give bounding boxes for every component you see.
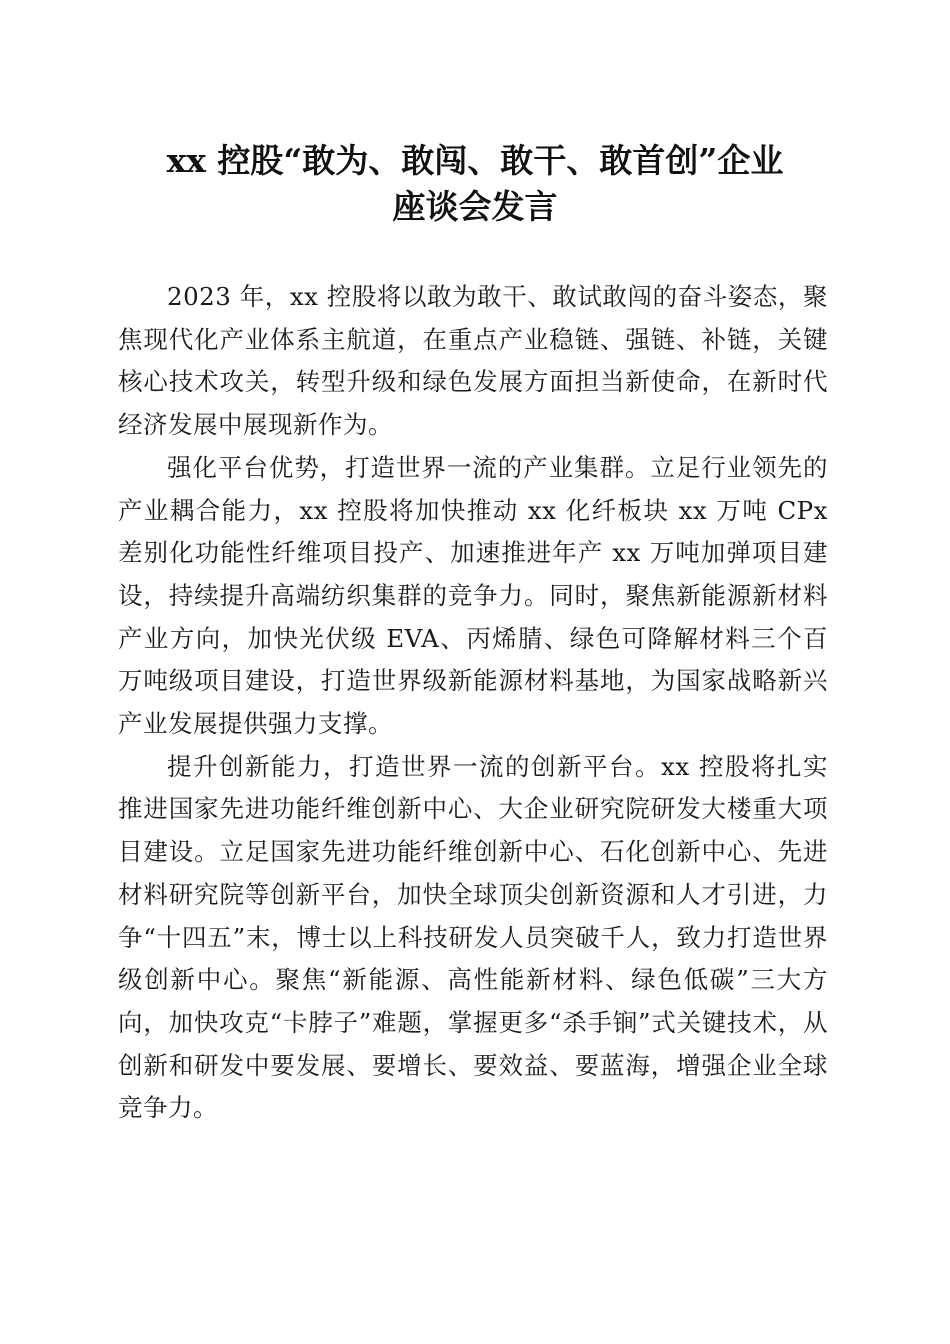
document-title-line-1: xx 控股“敢为、敢闯、敢干、敢首创”企业	[166, 141, 784, 180]
paragraph-innovation-platform: 提升创新能力，打造世界一流的创新平台。xx 控股将扎实推进国家先进功能纤维创新中心、大企业研究院研发大楼重大项目建设。立足国家先进功能纤维创新中心、石化创新中心、先进材料研究院等创新平台，加快全球顶尖创新资源和人才引进，力争“十四五”末，博士以上科技研发人员突破千人，致力打造世界级创新中心。聚焦“新能源、高性能新材料、绿色低碳”三大方向，加快攻克“卡脖子”难题，掌握更多“杀手锏”式关键技术，从创新和研发中要发展、要增长、要效益、要蓝海，增强企业全球竞争力。	[118, 751, 828, 1123]
document-body	[118, 276, 828, 1130]
paragraph-industry-cluster: 强化平台优势，打造世界一流的产业集群。立足行业领先的产业耦合能力，xx 控股将加快推动 xx 化纤板块 xx 万吨 CPx 差别化功能性纤维项目投产、加速推进年产 xx 万吨加弹项目建设，持续提升高端纺织集群的竞争力。同时，聚焦新能源新材料产业方向，加快光伏级 EVA、丙烯腈、绿色可降解材料三个百万吨级项目建设，打造世界级新能源材料基地，为国家战略新兴产业发展提供强力支撑。	[118, 452, 828, 739]
document-title-line-2: 座谈会发言	[392, 187, 558, 226]
paragraph-intro: 2023 年，xx 控股将以敢为敢干、敢试敢闯的奋斗姿态，聚焦现代化产业体系主航道，在重点产业稳链、强链、补链，关键核心技术攻关，转型升级和绿色发展方面担当新使命，在新时代经济发展中展现新作为。	[118, 282, 828, 440]
document-title	[110, 138, 840, 230]
